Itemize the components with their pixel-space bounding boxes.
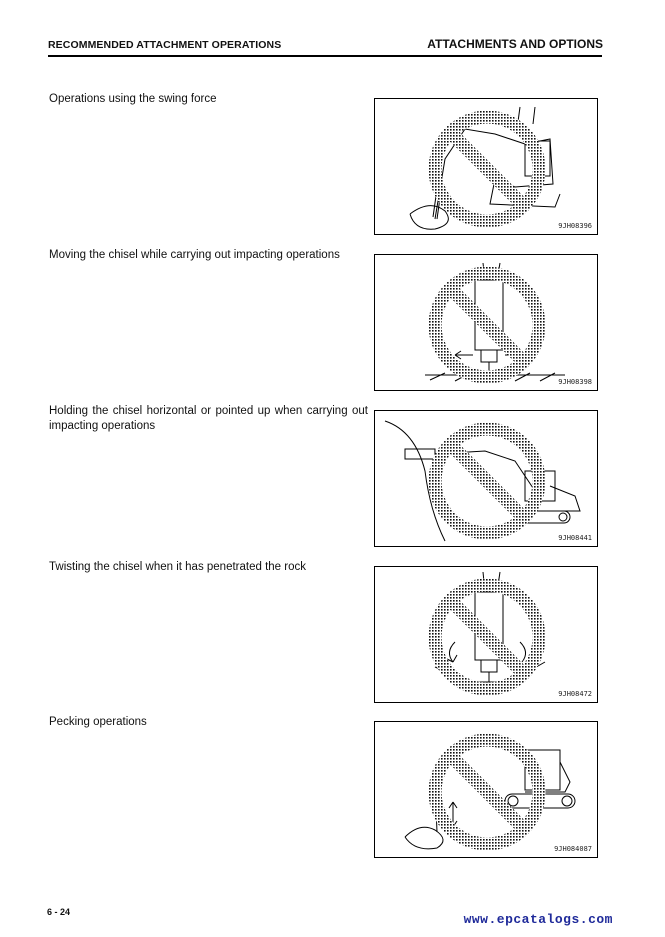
prohibited-icon [435,585,539,689]
item-text-moving-chisel: Moving the chisel while carrying out impacting operations [49,249,340,261]
watermark-link[interactable]: www.epcatalogs.com [463,912,613,927]
figure-code: 9JH08441 [558,534,592,542]
figure-swing-force [374,98,598,235]
item-text-horizontal-chisel: Holding the chisel horizontal or pointed up when carrying out impacting operations [49,405,368,432]
header-rule [48,55,602,57]
excavator-horizontal-chisel-illustration [375,411,598,547]
excavator-swing-illustration [375,99,598,235]
section-title: RECOMMENDED ATTACHMENT OPERATIONS [48,39,282,51]
item-text-twisting-chisel: Twisting the chisel when it has penetrated the rock [49,561,306,573]
chapter-title: ATTACHMENTS AND OPTIONS [427,37,603,51]
figure-moving-chisel [374,254,598,391]
figure-code: 9JH08396 [558,222,592,230]
chisel-moving-illustration [375,255,598,391]
item-text-swing-force: Operations using the swing force [49,93,217,105]
chisel-twisting-illustration [375,567,598,703]
figure-code: 9JH084087 [554,845,592,853]
prohibited-icon [435,429,539,533]
figure-twisting-chisel [374,566,598,703]
item-text-pecking: Pecking operations [49,716,147,728]
figure-horizontal-chisel [374,410,598,547]
figure-code: 9JH08472 [558,690,592,698]
prohibited-icon [435,273,539,377]
page-number: 6 - 24 [47,907,71,917]
prohibited-icon [435,740,539,844]
figure-pecking [374,721,598,858]
excavator-pecking-illustration [375,722,598,858]
figure-code: 9JH08398 [558,378,592,386]
